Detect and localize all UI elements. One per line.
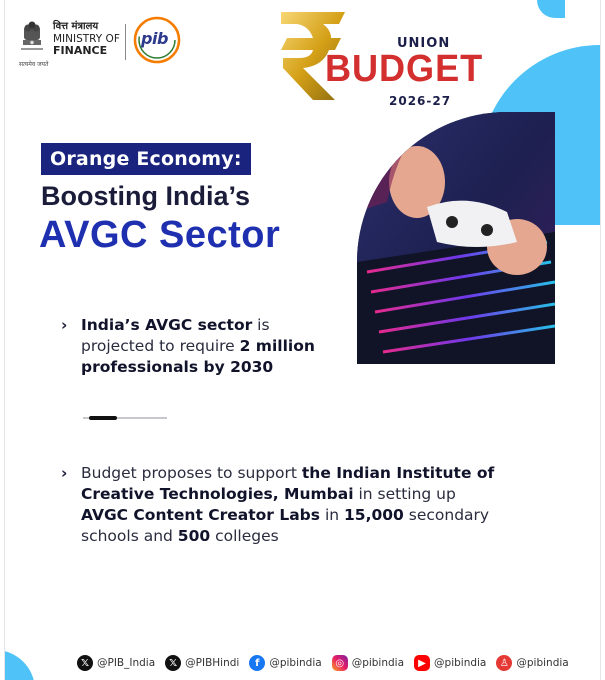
bullet-text: in setting up bbox=[353, 485, 456, 503]
budget-label: BUDGET bbox=[325, 48, 484, 90]
section-divider-accent bbox=[89, 416, 117, 420]
bullet-text: secondary schools and bbox=[81, 506, 490, 545]
koo-icon: ♙ bbox=[496, 655, 512, 671]
social-link-youtube[interactable] bbox=[414, 655, 486, 671]
bullet-text: India’s AVGC sector bbox=[81, 316, 253, 334]
social-handle: @pibindia bbox=[351, 657, 405, 669]
bullet-text: 2 million professionals by 2030 bbox=[81, 337, 315, 376]
emblem-motto: सत्यमेव जयते bbox=[19, 61, 49, 68]
bullet-text: is projected to require bbox=[81, 316, 270, 355]
infographic-card bbox=[4, 0, 601, 680]
title-badge: Orange Economy: bbox=[41, 143, 251, 175]
ministry-hindi: वित्त मंत्रालय bbox=[53, 21, 99, 32]
bullet-text: colleges bbox=[210, 527, 279, 545]
x-icon: 𝕏 bbox=[165, 655, 181, 671]
instagram-icon: ◎ bbox=[332, 655, 348, 671]
bullet-text: Budget proposes to support bbox=[81, 464, 302, 482]
title-line-3: AVGC Sector bbox=[39, 214, 281, 256]
social-link-facebook[interactable] bbox=[249, 655, 321, 671]
social-handle: @PIBHindi bbox=[185, 657, 240, 669]
national-emblem-icon bbox=[19, 20, 45, 60]
decorative-shape bbox=[4, 650, 35, 680]
divider bbox=[125, 24, 126, 60]
social-handle: @pibindia bbox=[269, 657, 322, 669]
bullet-point-2 bbox=[61, 463, 501, 547]
x-icon: 𝕏 bbox=[77, 655, 93, 671]
social-link-instagram[interactable] bbox=[332, 655, 404, 671]
budget-year: 2026-27 bbox=[389, 94, 452, 108]
chevron-right-icon: › bbox=[61, 464, 68, 482]
social-footer bbox=[77, 652, 569, 674]
chevron-right-icon: › bbox=[61, 316, 68, 334]
bullet-text: the Indian Institute of Creative Technologies, Mumbai bbox=[81, 464, 495, 503]
decorative-shape bbox=[537, 0, 565, 18]
bullet-text: 15,000 bbox=[344, 506, 404, 524]
social-link-x-pib-india[interactable] bbox=[77, 655, 155, 671]
gaming-photo bbox=[357, 112, 555, 364]
bullet-point-1 bbox=[61, 315, 341, 378]
social-link-x-pib-hindi[interactable] bbox=[165, 655, 239, 671]
title-line-2: Boosting India’s bbox=[41, 181, 250, 211]
facebook-icon: f bbox=[249, 655, 265, 671]
social-handle: @pibindia bbox=[516, 657, 569, 669]
social-handle: @PIB_India bbox=[97, 657, 156, 669]
ministry-line1: MINISTRY OF bbox=[53, 33, 120, 45]
union-label: UNION bbox=[397, 36, 451, 51]
bullet-text: in bbox=[320, 506, 344, 524]
bullet-text: AVGC Content Creator Labs bbox=[81, 506, 321, 524]
social-link-koo[interactable] bbox=[496, 655, 568, 671]
bullet-text: 500 bbox=[177, 527, 211, 545]
youtube-icon: ▶ bbox=[414, 655, 430, 671]
ministry-line2: FINANCE bbox=[53, 44, 108, 57]
pib-logo-text: pib bbox=[141, 29, 168, 48]
ministry-name bbox=[53, 21, 120, 57]
social-handle: @pibindia bbox=[434, 657, 487, 669]
